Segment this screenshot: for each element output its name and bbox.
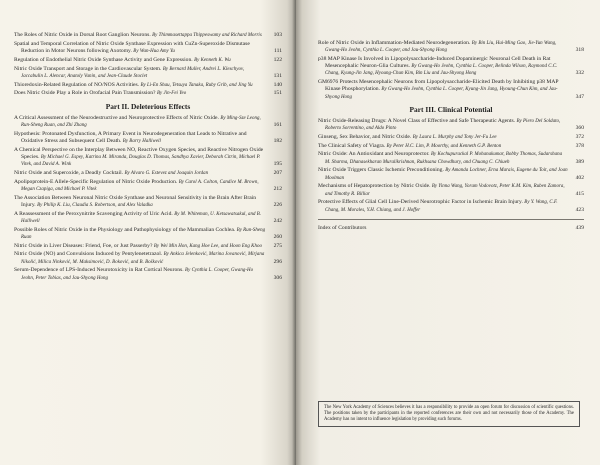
- left-page: [0, 0, 296, 465]
- toc-entry-title: Nitric Oxide in Liver Diseases: Friend, Foe, or Just Passerby?: [14, 242, 153, 249]
- toc-entry-title: A Critical Assessment of the Neurodestructive and Neuroprotective Effects of Nitric Oxide.: [14, 114, 219, 121]
- toc-entry-page-number: 140: [273, 81, 282, 88]
- toc-entry-authors: By Kenneth K. Wu: [194, 57, 231, 63]
- toc-entry-authors: By Michael G. Espey, Katrina M. Miranda, Douglas D. Thomas, Sandhya Xavier, Deborah Citrin, Michael P. Vitek, and David A. Wink: [21, 154, 261, 167]
- toc-entry-title: Thioredoxin-Related Regulation of NO/NOS Activities.: [14, 81, 140, 88]
- toc-entry[interactable]: [318, 56, 584, 78]
- toc-entry-title: Regulation of Endothelial Nitric Oxide Synthase Activity and Gene Expression.: [14, 56, 193, 63]
- toc-entry-title: Spatial and Temporal Correlation of Nitric Oxide Synthase Expression with CuZn-Superoxide Dismutase Reduction in Motor Neurons following Axotomy.: [14, 40, 250, 54]
- toc-entry[interactable]: [318, 143, 584, 150]
- toc-entry-authors: By Bernard Muller, Andrei L. Kleschyov, Jaccabulin L. Alencar, Anatoly Vanin, and Jean-Claude Stoclet: [21, 66, 245, 79]
- toc-entry-page-number: 318: [575, 47, 584, 54]
- toc-entry-authors: By Kochupurackal P. Mohanakumar, Bobby Thomas, Sudarshana M. Sharma, Dhanasekharan Muralikrishnan, Rukhsana Chowdhury, and Chuang C. Chiueh: [325, 152, 563, 165]
- toc-entry-authors: By Ming-Sze Leong, Run-Sheng Ruan, and Zhi Zhang: [21, 115, 261, 128]
- toc-entry[interactable]: [318, 167, 584, 181]
- toc-entry[interactable]: [14, 66, 282, 80]
- toc-entry-authors: By Li-En Shau, Tetsuya Tanaka, Ruby Grib, and Jing Yu: [140, 82, 253, 88]
- toc-entry-page-number: 151: [273, 90, 282, 97]
- toc-entry-authors: By Wei Min Hon, Kang Hoe Lee, and Hoon Eng Khoo: [153, 243, 262, 249]
- right-entries-top: [318, 40, 584, 101]
- toc-entry-title: A Chemical Perspective on the Interplay Between NO, Reactive Oxygen Species, and Reactive Nitrogen Oxide Species.: [14, 146, 264, 160]
- part-ii-heading: Part II. Deleterious Effects: [105, 101, 191, 111]
- toc-entry-authors: By Jin-Fei Yeo: [156, 91, 187, 97]
- toc-entry-page-number: 306: [273, 274, 282, 281]
- toc-entry[interactable]: [318, 134, 584, 141]
- toc-entry-title: Apolipoprotein-E Allele-Specific Regulation of Nitric Oxide Production.: [14, 178, 178, 185]
- index-entry[interactable]: [318, 225, 584, 232]
- toc-entry[interactable]: [14, 195, 282, 209]
- toc-entry-authors: By Gwang-Ho Jeohn, Cynthia L. Cooper, Belinda Wilson, Raymond C.C. Chang, Kyung-Jin Jang, Hyoung-Chun Kim, Bin Liu and Jau-Shyong Hong: [325, 64, 558, 77]
- part-iii-heading: Part III. Clinical Potential: [409, 104, 493, 114]
- toc-entry[interactable]: [318, 118, 584, 132]
- toc-entry-title: Serum-Dependence of LPS-Induced Neurotoxicity in Rat Cortical Neurons.: [14, 267, 184, 274]
- toc-entry-title: The Clinical Safety of Viagra.: [318, 142, 386, 149]
- toc-entry-page-number: 226: [273, 201, 282, 208]
- toc-entry-page-number: 260: [273, 233, 282, 240]
- toc-entry-page-number: 242: [273, 217, 282, 224]
- index-entry-title: Index of Contributors: [318, 224, 367, 231]
- toc-entry[interactable]: [318, 151, 584, 165]
- toc-entry-page-number: 402: [575, 174, 584, 181]
- toc-entry-authors: By Peter H.C. Lim, P. Moorthy, and Kenneth G.P. Benton: [386, 143, 502, 149]
- toc-entry[interactable]: [14, 211, 282, 225]
- toc-entry-page-number: 415: [575, 190, 584, 197]
- toc-entry-authors: By Yinna Wang, Yoram Vodovotz, Peter K.M. Kim, Ruben Zamora, and Timothy R. Billiar: [325, 184, 565, 197]
- toc-entry-title: Mechanisms of Hepatoprotection by Nitric Oxide.: [318, 183, 431, 190]
- toc-entry[interactable]: [318, 199, 584, 213]
- toc-entry-title: Role of Nitric Oxide in Inflammation-Mediated Neurodegeneration.: [318, 40, 471, 46]
- toc-entry-page-number: 207: [273, 169, 282, 176]
- toc-entry-page-number: 296: [273, 258, 282, 265]
- toc-entry-title: Ginseng, Sex Behavior, and Nitric Oxide.: [318, 133, 412, 140]
- left-entries-top: [14, 32, 282, 98]
- toc-entry-page-number: 195: [273, 161, 282, 167]
- toc-entry[interactable]: [14, 170, 282, 177]
- toc-entry-page-number: 389: [575, 158, 584, 165]
- toc-entry-title: The Association Between Neuronal Nitric Oxide Synthase and Neuronal Sensitivity in the Brain After Brain Injury.: [14, 194, 257, 208]
- toc-entry-authors: By Barry Halliwell: [122, 138, 161, 144]
- toc-entry-title: Protective Effects of Glial Cell Line-Derived Neurotrophic Factor in Ischemic Brain Injury.: [318, 199, 523, 206]
- toc-entry-authors: By Alvaro G. Estevez and Joaquin Jordan: [124, 170, 209, 176]
- toc-entry-authors: By Gwang-Ho Jeohn, Cynthia L. Cooper, Kyung-Jin Jang, Hyoung-Chun Kim, and Jau-Shyong Hong: [325, 87, 558, 100]
- toc-entry-authors: By Laura L. Murphy and Tony Jer-Fu Lee: [412, 134, 497, 140]
- toc-entry-page-number: 275: [273, 242, 282, 249]
- toc-entry-authors: By Thimmasettappa Thippeswamy and Richard Morris: [152, 33, 262, 38]
- toc-entry-authors: By Bin Liu, Hui-Ming Gao, Jie-Yun Wang, Gwang-Ho Jeohn, Cynthia L. Cooper, and Jau-Shyong Hong: [325, 41, 557, 54]
- toc-entry-title: The Roles of Nitric Oxide in Dorsal Root Ganglion Neurons.: [14, 32, 151, 38]
- toc-entry-title: Does Nitric Oxide Play a Role in Orofacial Pain Transmission?: [14, 90, 156, 97]
- toc-entry-page-number: 212: [273, 185, 282, 192]
- toc-entry-title: Possible Roles of Nitric Oxide in the Physiology and Pathophysiology of the Mammalian Cochlea.: [14, 226, 236, 233]
- toc-entry[interactable]: [14, 90, 282, 97]
- toc-entry[interactable]: [14, 57, 282, 64]
- toc-entry-title: GM6976 Protects Mesencephalic Neurons from Lipopolysaccharide-Elicited Death by Inhibiting p38 MAP Kinase Phosphorylation.: [318, 79, 559, 93]
- toc-entry[interactable]: [14, 82, 282, 89]
- toc-entry-page-number: 372: [575, 133, 584, 140]
- left-entries-part2: [14, 115, 282, 282]
- right-entries-part3: [318, 118, 584, 214]
- toc-entry[interactable]: [14, 32, 282, 39]
- toc-entry-page-number: 360: [575, 125, 584, 132]
- toc-entry-title: Nitric Oxide Triggers Classic Ischemic Preconditioning.: [318, 167, 444, 174]
- toc-entry-page-number: 161: [273, 121, 282, 128]
- toc-entry[interactable]: [14, 227, 282, 241]
- toc-entry-title: Hypothesis: Protonated Dysfunction, A Primary Event in Neurodegeneration that Leads to Nitrative and Oxidative Stress and Subsequent Cell Death.: [14, 130, 247, 144]
- toc-entry[interactable]: [14, 147, 282, 169]
- toc-entry-authors: By Philip K. Liu, Claudia S. Robertson, and Alex Valadka: [37, 202, 153, 208]
- toc-entry[interactable]: [14, 131, 282, 145]
- toc-entry-authors: By Amanda Lochner, Erna Marais, Eugene du Toit, and Joan Moolman: [325, 168, 568, 181]
- toc-entry[interactable]: [318, 40, 584, 54]
- toc-entry-title: Nitric Oxide (NO) and Convulsions Induced by Pentylenetetrazol.: [14, 251, 163, 258]
- toc-entry-page-number: 182: [273, 137, 282, 144]
- toc-entry-page-number: 423: [575, 206, 584, 213]
- toc-entry-authors: By Cynthia L. Cooper, Gwang-Ho Jeohn, Peter Tobias, and Jau-Shyong Hong: [21, 268, 254, 281]
- toc-entry-page-number: 111: [274, 48, 282, 54]
- toc-entry-title: Nitric Oxide Transport and Storage in the Cardiovascular System.: [14, 65, 162, 72]
- toc-entry[interactable]: [318, 183, 584, 197]
- index-rule: [318, 219, 584, 220]
- toc-entry-title: A Reassessment of the Peroxynitrite Scavenging Activity of Uric Acid.: [14, 210, 173, 217]
- toc-entry[interactable]: [14, 251, 282, 265]
- toc-entry[interactable]: [14, 243, 282, 250]
- toc-entry-authors: By Y. Wang, C.F. Chang, M. Morales, Y.H. Chiang, and J. Hoffer: [325, 200, 558, 213]
- toc-entry-authors: By Ankica Jelenković, Marina Jovanović, Mirjana Nikolić, Milica Ninković, M. Maksimović, D. Boković, and B. Bošković: [21, 252, 265, 265]
- toc-entry-title: Nitric Oxide and Superoxide, a Deadly Cocktail.: [14, 169, 124, 176]
- toc-entry-page-number: 378: [575, 142, 584, 149]
- toc-entry-authors: By Wan-Hua Amy Yu: [133, 49, 175, 54]
- toc-entry[interactable]: [14, 115, 282, 129]
- toc-entry-page-number: 131: [273, 72, 282, 79]
- toc-entry-authors: By Run-Sheng Ruan: [21, 227, 266, 240]
- toc-entry-page-number: 347: [575, 93, 584, 100]
- toc-entry[interactable]: [14, 267, 282, 281]
- toc-entry-page-number: 122: [273, 56, 282, 63]
- index-entry-page: 439: [575, 224, 584, 231]
- toc-entry-authors: By Piero Del Soldato, Roberto Sorrentino, and Aldo Pinto: [325, 118, 561, 132]
- right-page: [296, 0, 600, 465]
- academy-notice: The New York Academy of Sciences believes it has a responsibility to provide an open forum for discussion of scientific questions. The positions taken by the participants in the reported conferences are their own and not necessarily those of the Academy. The Academy has no intent to influence legislation by providing such forums.: [318, 401, 580, 427]
- toc-entry-title: p38 MAP Kinase Is Involved in Lipopolysaccharide-Induced Dopaminergic Neuronal Cell Death in Rat Mesencephalic Neuron-Glia Cultures.: [318, 56, 551, 70]
- toc-entry[interactable]: [318, 79, 584, 101]
- toc-entry-page-number: 103: [273, 32, 282, 38]
- toc-entry-page-number: 332: [575, 70, 584, 77]
- toc-entry[interactable]: [14, 179, 282, 193]
- toc-entry-authors: By Carol A. Colton, Candice M. Brown, Megan Czapiga, and Michael P. Vitek: [21, 179, 259, 192]
- toc-entry-authors: By M. Whiteman, U. Ketsawatsakul, and B. Halliwell: [21, 211, 262, 224]
- toc-entry-title: Nitric Oxide-Releasing Drugs: A Novel Class of Effective and Safe Therapeutic Agents.: [318, 117, 516, 124]
- toc-entry[interactable]: [14, 41, 282, 55]
- toc-entry-title: Nitric Oxide: An Antioxidant and Neuroprotector.: [318, 151, 430, 158]
